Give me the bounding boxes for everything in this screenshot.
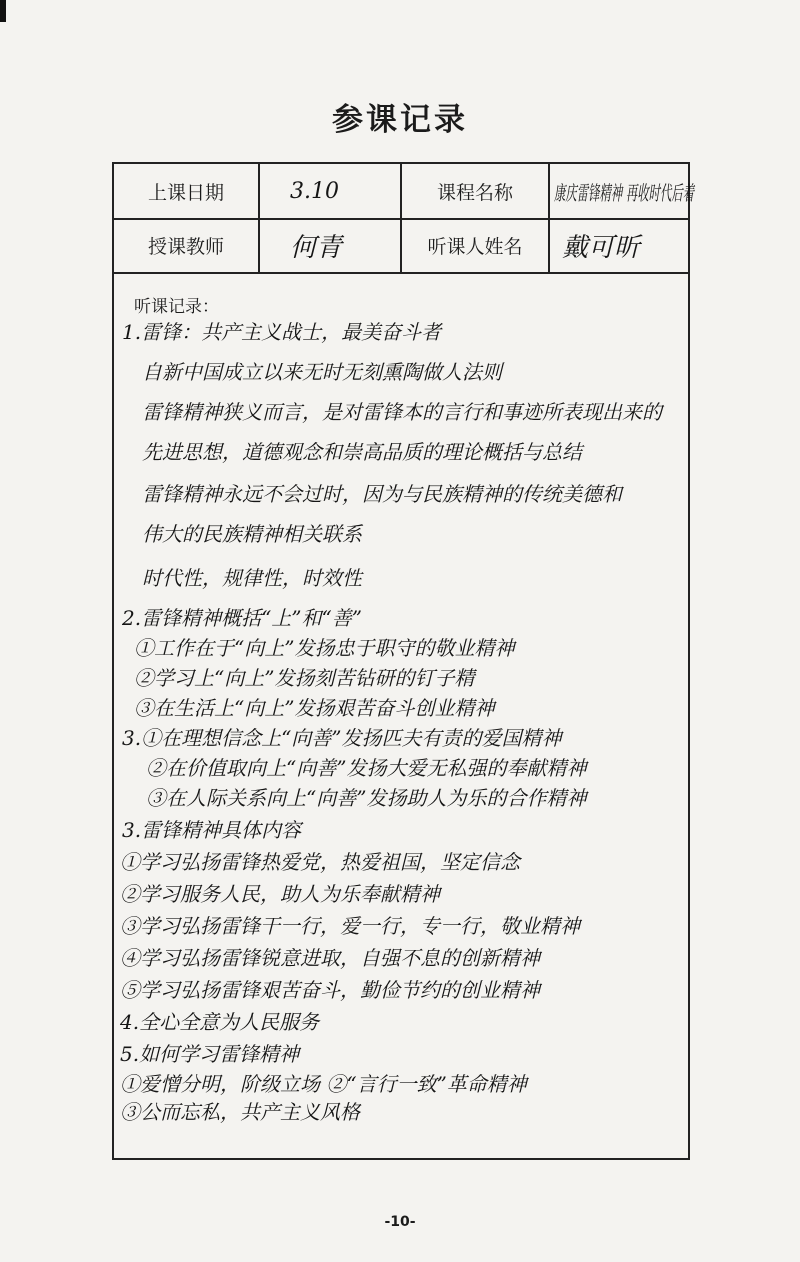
- header-row-1: [114, 164, 695, 220]
- record-line: 雷锋精神永远不会过时，因为与民族精神的传统美德和: [142, 482, 622, 506]
- teacher-value: [260, 218, 402, 272]
- record-line: ②学习服务人民，助人为乐奉献精神: [120, 882, 440, 906]
- record-line: 自新中国成立以来无时无刻熏陶做人法则: [142, 360, 502, 384]
- record-line: 1.雷锋：共产主义战士，最美奋斗者: [122, 320, 442, 344]
- record-line: 先进思想，道德观念和崇高品质的理论概括与总结: [142, 440, 582, 464]
- record-line: 雷锋精神狭义而言，是对雷锋本的言行和事迹所表现出来的: [142, 400, 662, 424]
- course-label: 课程名称: [402, 164, 550, 218]
- record-line: 2.雷锋精神概括“上”和“善”: [122, 606, 362, 630]
- record-line: 3.雷锋精神具体内容: [122, 818, 302, 842]
- record-line: ④学习弘扬雷锋锐意进取，自强不息的创新精神: [120, 946, 540, 970]
- record-line: 3.①在理想信念上“向善”发扬匹夫有责的爱国精神: [122, 726, 562, 750]
- record-line: 5.如何学习雷锋精神: [120, 1042, 300, 1066]
- teacher-value-text: 何青: [290, 232, 343, 263]
- record-line: ③在生活上“向上”发扬艰苦奋斗创业精神: [134, 696, 495, 720]
- record-line: ①工作在于“向上”发扬忠于职守的敬业精神: [134, 636, 515, 660]
- teacher-label: 授课教师: [114, 218, 260, 272]
- listener-value: [550, 218, 692, 272]
- listener-label: 听课人姓名: [402, 218, 550, 272]
- record-label: 听课记录：: [134, 297, 219, 317]
- page-corner-mark: [0, 0, 6, 22]
- course-value-text: 康庆雷锋精神 再收时代后着: [554, 180, 695, 205]
- record-line: 伟大的民族精神相关联系: [142, 522, 362, 546]
- record-line: ①学习弘扬雷锋热爱党，热爱祖国，坚定信念: [120, 850, 520, 874]
- record-line: ③在人际关系向上“向善”发扬助人为乐的合作精神: [146, 786, 587, 810]
- record-line: ③公而忘私，共产主义风格: [120, 1100, 360, 1124]
- record-line: ⑤学习弘扬雷锋艰苦奋斗，勤俭节约的创业精神: [120, 978, 540, 1002]
- record-line: ②学习上“向上”发扬刻苦钻研的钉子精: [134, 666, 475, 690]
- record-body: [114, 272, 688, 1158]
- listener-value-text: 戴可昕: [562, 232, 641, 263]
- page-number: -10-: [384, 1214, 416, 1230]
- record-line: 时代性，规律性，时效性: [142, 566, 362, 590]
- record-line: ③学习弘扬雷锋干一行，爱一行，专一行，敬业精神: [120, 914, 580, 938]
- date-value: [260, 164, 402, 218]
- record-line: ②在价值取向上“向善”发扬大爱无私强的奉献精神: [146, 756, 587, 780]
- date-value-text: 3.10: [290, 178, 339, 204]
- record-line: ①爱憎分明，阶级立场 ②“言行一致”革命精神: [120, 1072, 527, 1096]
- date-label: 上课日期: [114, 164, 260, 218]
- course-value: [550, 164, 695, 218]
- page-title: 参课记录: [332, 102, 468, 138]
- record-sheet: [112, 162, 695, 1160]
- record-line: 4.全心全意为人民服务: [120, 1010, 320, 1034]
- header-row-2: [114, 218, 688, 274]
